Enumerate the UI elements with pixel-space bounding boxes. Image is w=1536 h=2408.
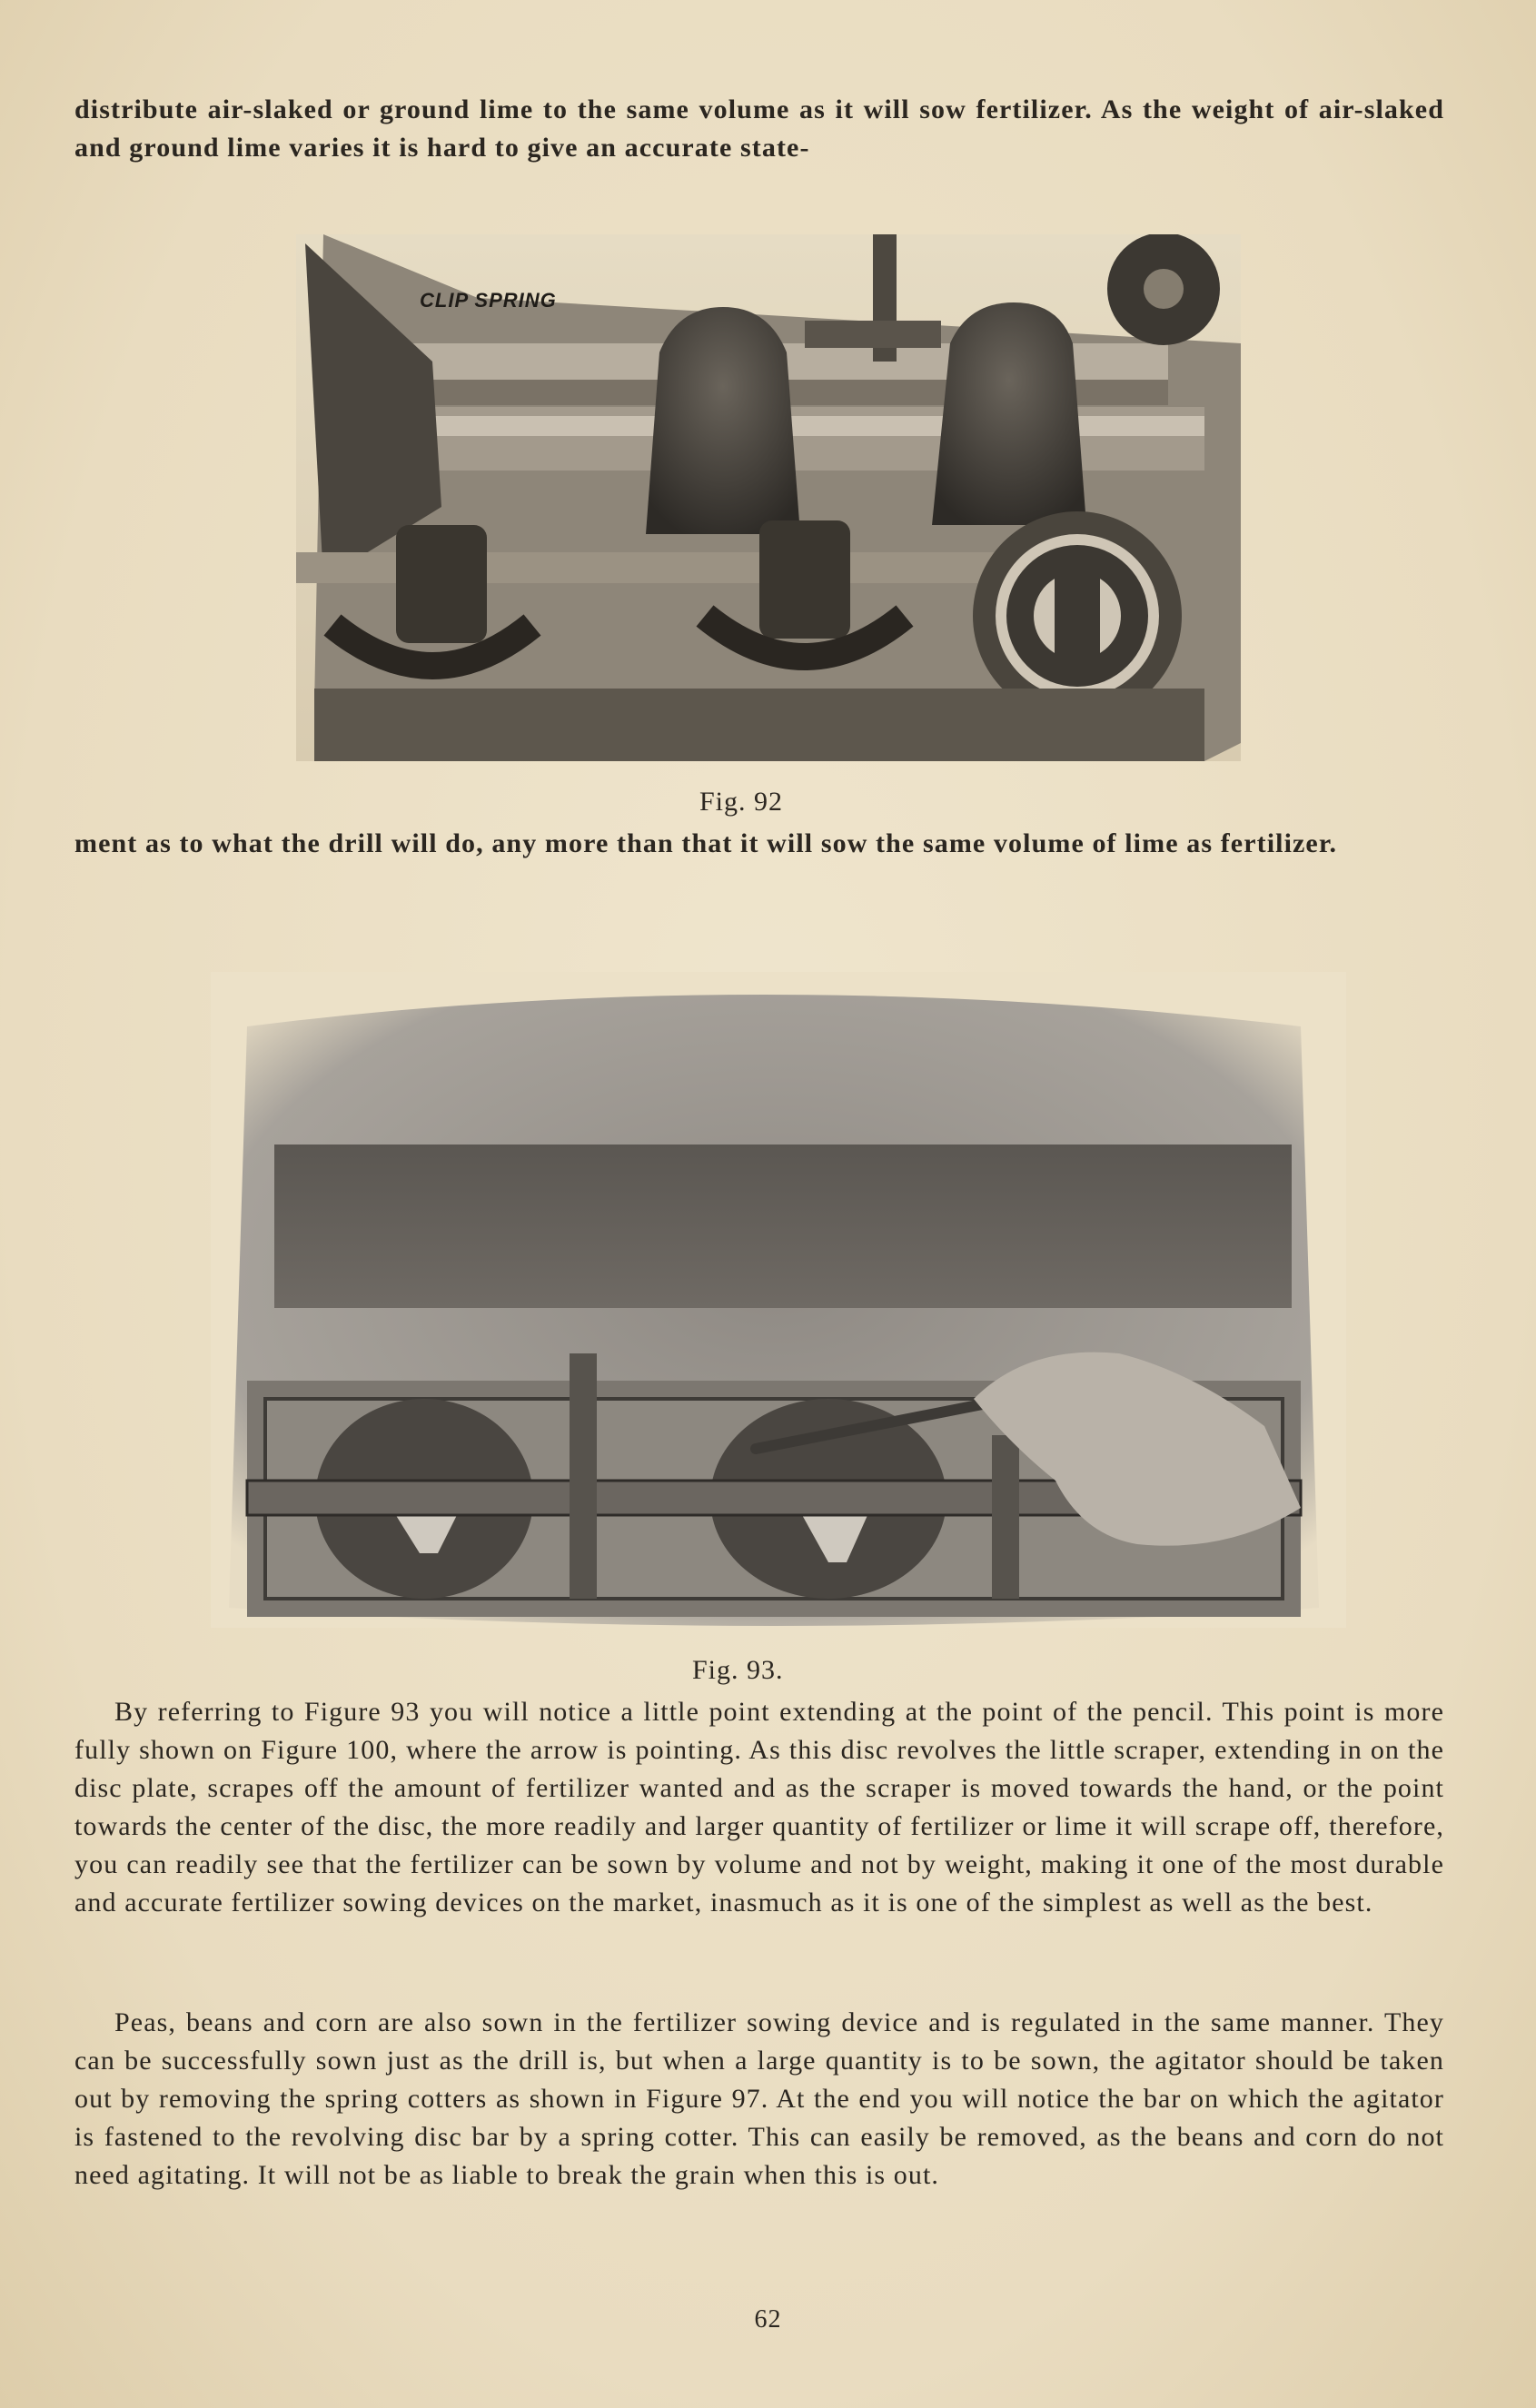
figure-92-caption: Fig. 92 — [699, 787, 784, 817]
figure-93-image — [211, 972, 1346, 1628]
paragraph-continuation: ment as to what the drill will do, any more than that it will sow the same volume of lime as fertilizer. — [74, 828, 1338, 858]
clip-spring-label: CLIP SPRING — [420, 289, 557, 312]
page-number: 62 — [754, 2305, 782, 2334]
figure-93-caption: Fig. 93. — [692, 1655, 784, 1685]
paragraph-main: By referring to Figure 93 you will notice a little point extending at the point of the pencil. This point is more fully shown on Figure 100, where the arrow is pointing. As this disc revolves the little scraper, extending in on the disc plate, scrapes off the amount of fertilizer wanted and as the scraper is moved towards the hand, or the point towards the center of the disc, the more readily and larger quantity of fertilizer or lime it will scrape off, therefore, you can readily see that the fertilizer can be sown by volume and not by weight, making it one of the most durable and accurate fertilizer sowing devices on the market, inasmuch as it is one of the simplest as well as the best. — [74, 1697, 1444, 1917]
paragraph-top: distribute air-slaked or ground lime to the same volume as it will sow fertilizer. As the weight of air-slaked and ground lime varies it is hard to give an accurate state- — [74, 94, 1444, 163]
paragraph-peas: Peas, beans and corn are also sown in the fertilizer sowing device and is regulated in the same manner. They can be successfully sown just as the drill is, but when a large quantity is to be sown, the agitator should be taken out by removing the spring cotters as shown in Figure 97. At the end you will notice the bar on which the agitator is fastened to the revolving disc bar by a spring cotter. This can easily be removed, as the beans and corn do not need agitating. It will not be as liable to break the grain when this is out. — [74, 2007, 1444, 2190]
figure-92-image — [296, 234, 1241, 761]
